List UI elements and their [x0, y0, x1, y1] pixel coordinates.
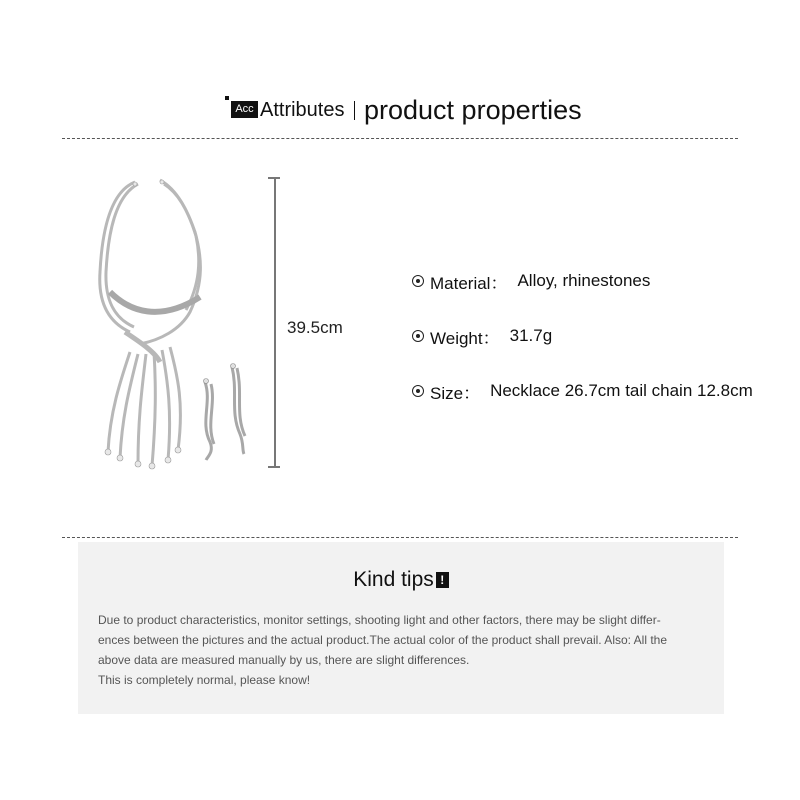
- tips-line: above data are measured manually by us, there are slight differences.: [98, 653, 470, 667]
- spec-label: Weight：: [430, 328, 500, 348]
- warning-icon: !: [436, 572, 449, 588]
- tips-body: [98, 610, 710, 690]
- measurement-line: [274, 178, 276, 468]
- kind-tips-panel: [78, 542, 724, 714]
- spec-weight: [412, 324, 552, 348]
- header-dot: [225, 96, 229, 100]
- necklace-earrings-image: [80, 172, 280, 482]
- tips-title-row: [78, 568, 724, 592]
- bottom-divider: [62, 537, 738, 538]
- measurement-label: 39.5cm: [287, 318, 343, 337]
- spec-label: Size：: [430, 383, 481, 403]
- section-header: [0, 92, 800, 128]
- measurement-cap-top: [268, 177, 280, 179]
- tips-title: Kind tips: [353, 568, 434, 591]
- page-title: product properties: [364, 95, 582, 125]
- tips-line: Due to product characteristics, monitor settings, shooting light and other factors, there may be slight differ-: [98, 613, 661, 627]
- spec-size: [412, 379, 753, 403]
- target-bullet-icon: [412, 330, 424, 342]
- spec-label: Material：: [430, 273, 508, 293]
- tips-line: ences between the pictures and the actual product.The actual color of the product shall prevail. Also: All the: [98, 633, 668, 647]
- tips-line: This is completely normal, please know!: [98, 673, 311, 687]
- measurement-cap-bottom: [268, 466, 280, 468]
- spec-value: 31.7g: [509, 326, 553, 345]
- attributes-label: Attributes: [260, 99, 345, 121]
- target-bullet-icon: [412, 385, 424, 397]
- top-divider: [62, 138, 738, 139]
- spec-value: Alloy, rhinestones: [517, 271, 651, 290]
- target-bullet-icon: [412, 275, 424, 287]
- acc-badge: Acc: [231, 101, 258, 118]
- header-separator: [354, 101, 355, 120]
- spec-material: [412, 269, 650, 293]
- spec-value: Necklace 26.7cm tail chain 12.8cm: [490, 381, 753, 400]
